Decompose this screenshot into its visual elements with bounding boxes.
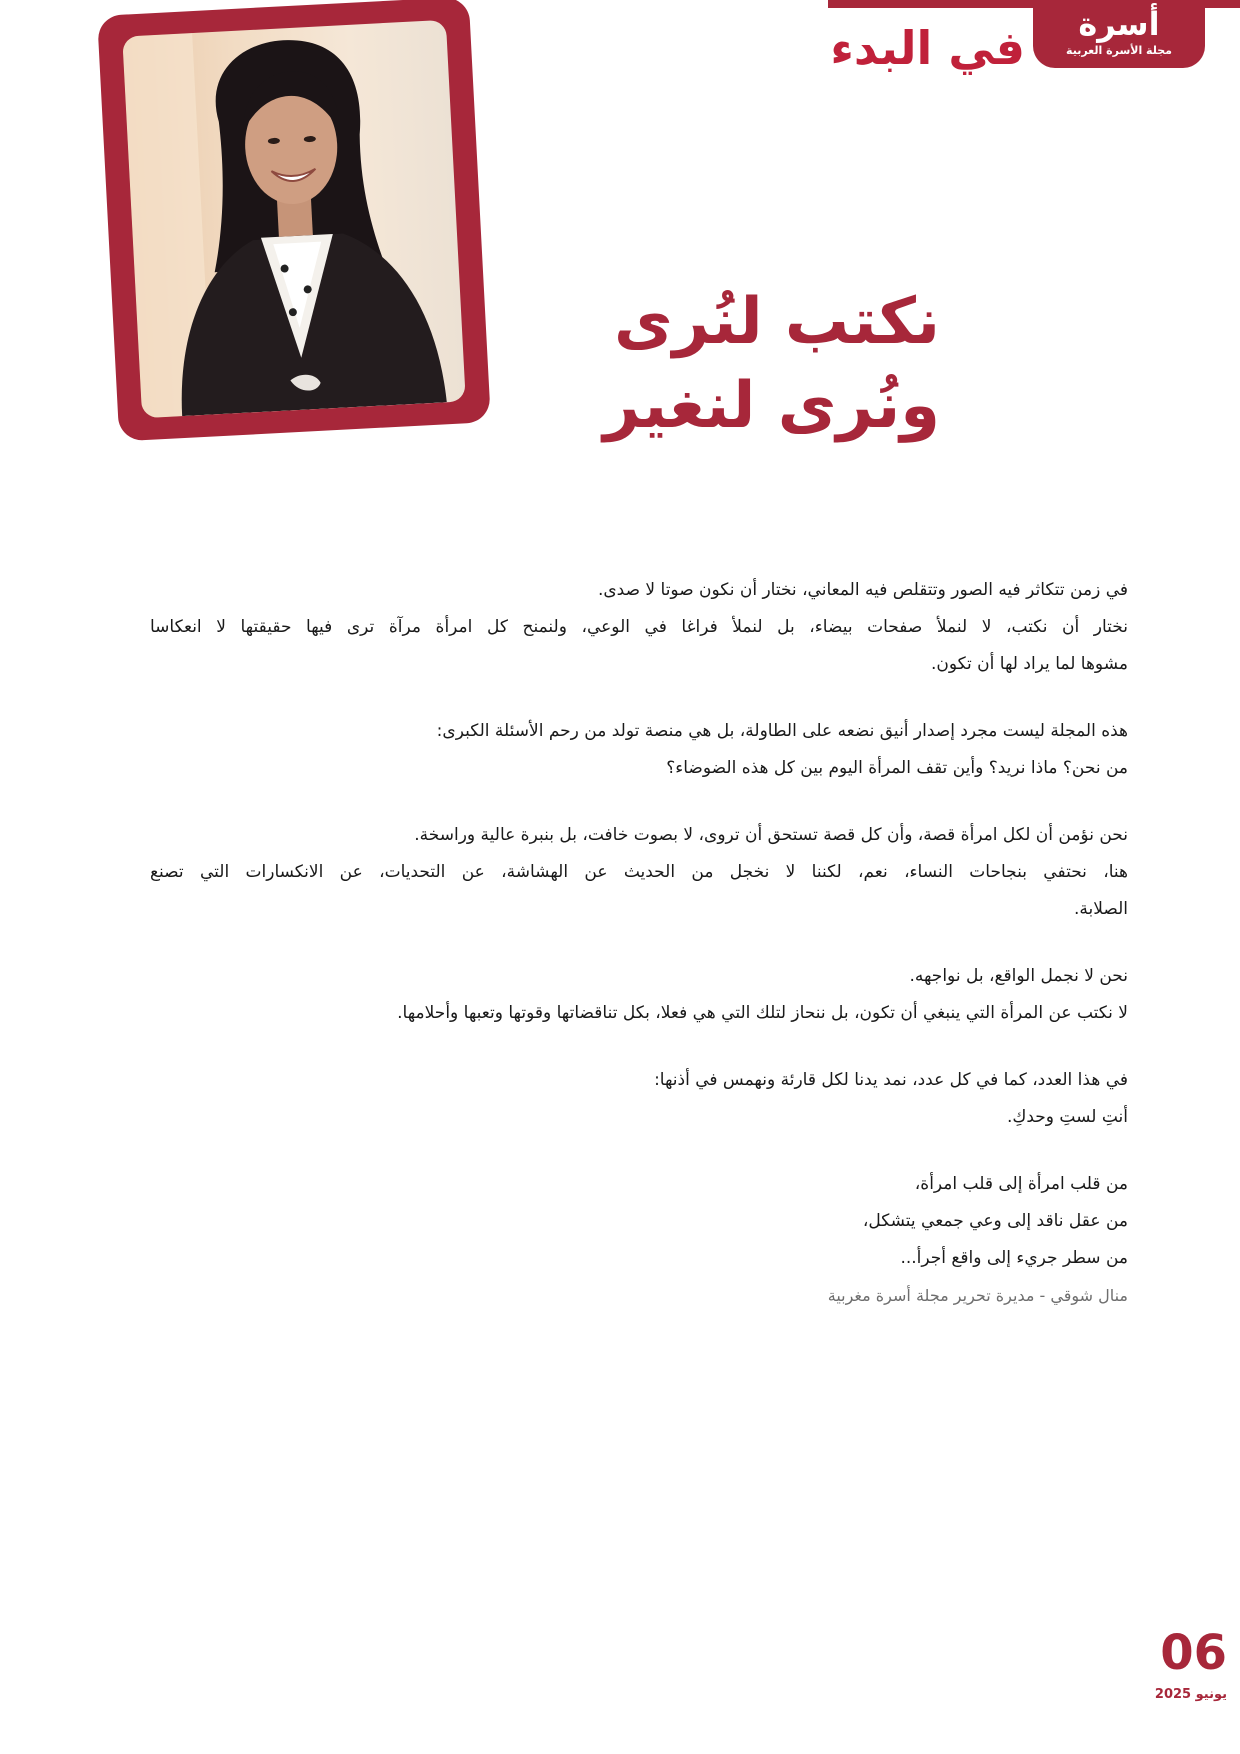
text-line: في هذا العدد، كما في كل عدد، نمد يدنا لكل قارئة ونهمس في أذنها: [654,1070,1128,1090]
paragraph-5 [150,1062,1128,1136]
article-body [150,572,1128,1313]
text-line: من سطر جريء إلى واقع أجرأ... [900,1248,1128,1268]
section-label: في البدء [830,21,1025,75]
page-number: 06 [1160,1625,1227,1681]
text-line: هنا، نحتفي بنجاحات النساء، نعم، لكننا لا نخجل من الحديث عن الهشاشة، عن التحديات، عن الانكسارات التي تصنع [150,862,1128,882]
issue-date: يونيو 2025 [1154,1687,1227,1702]
headline-line-1: نكتب لنُرى [613,285,940,359]
logo-wordmark: أسرة [1078,5,1160,43]
logo-tagline: مجلة الأسرة العربية [1066,44,1172,57]
text-line: الصلابة. [1073,899,1128,919]
author-photo-frame [97,0,491,441]
paragraph-2 [150,713,1128,787]
magazine-logo[interactable] [1033,0,1205,68]
text-line: في زمن تتكاثر فيه الصور وتتقلص فيه المعاني، نختار أن نكون صوتا لا صدى. [597,580,1128,600]
text-line: هذه المجلة ليست مجرد إصدار أنيق نضعه على الطاولة، بل هي منصة تولد من رحم الأسئلة الكبرى: [436,721,1128,741]
text-line: نحن نؤمن أن لكل امرأة قصة، وأن كل قصة تستحق أن تروى، لا بصوت خافت، بل بنبرة عالية وراسخة. [414,825,1128,845]
headline-line-2: ونُرى لنغير [603,369,940,443]
article-headline [540,280,940,448]
author-portrait-illustration [122,20,466,418]
paragraph-4 [150,958,1128,1032]
closing-lines [150,1166,1128,1277]
author-signature: منال شوقي - مديرة تحرير مجلة أسرة مغربية [827,1286,1128,1305]
text-line: مشوها لما يراد لها أن تكون. [930,654,1128,674]
text-line: من قلب امرأة إلى قلب امرأة، [914,1174,1128,1194]
author-photo [122,20,466,418]
text-line: من نحن؟ ماذا نريد؟ وأين تقف المرأة اليوم بين كل هذه الضوضاء؟ [666,758,1128,778]
paragraph-3 [150,817,1128,928]
text-line: نحن لا نجمل الواقع، بل نواجهه. [909,966,1128,986]
text-line: نختار أن نكتب، لا لنملأ صفحات بيضاء، بل لنملأ فراغا في الوعي، ولنمنح كل امرأة مرآة ترى فيها حقيقتها لا انعكاسا [150,617,1128,637]
text-line: لا نكتب عن المرأة التي ينبغي أن تكون، بل ننحاز لتلك التي هي فعلا، بكل تناقضاتها وقوتها وتعبها وأحلامها. [397,1003,1128,1023]
text-line: أنتِ لستِ وحدكِ. [1006,1107,1128,1127]
text-line: من عقل ناقد إلى وعي جمعي يتشكل، [862,1211,1128,1231]
paragraph-1 [150,572,1128,683]
